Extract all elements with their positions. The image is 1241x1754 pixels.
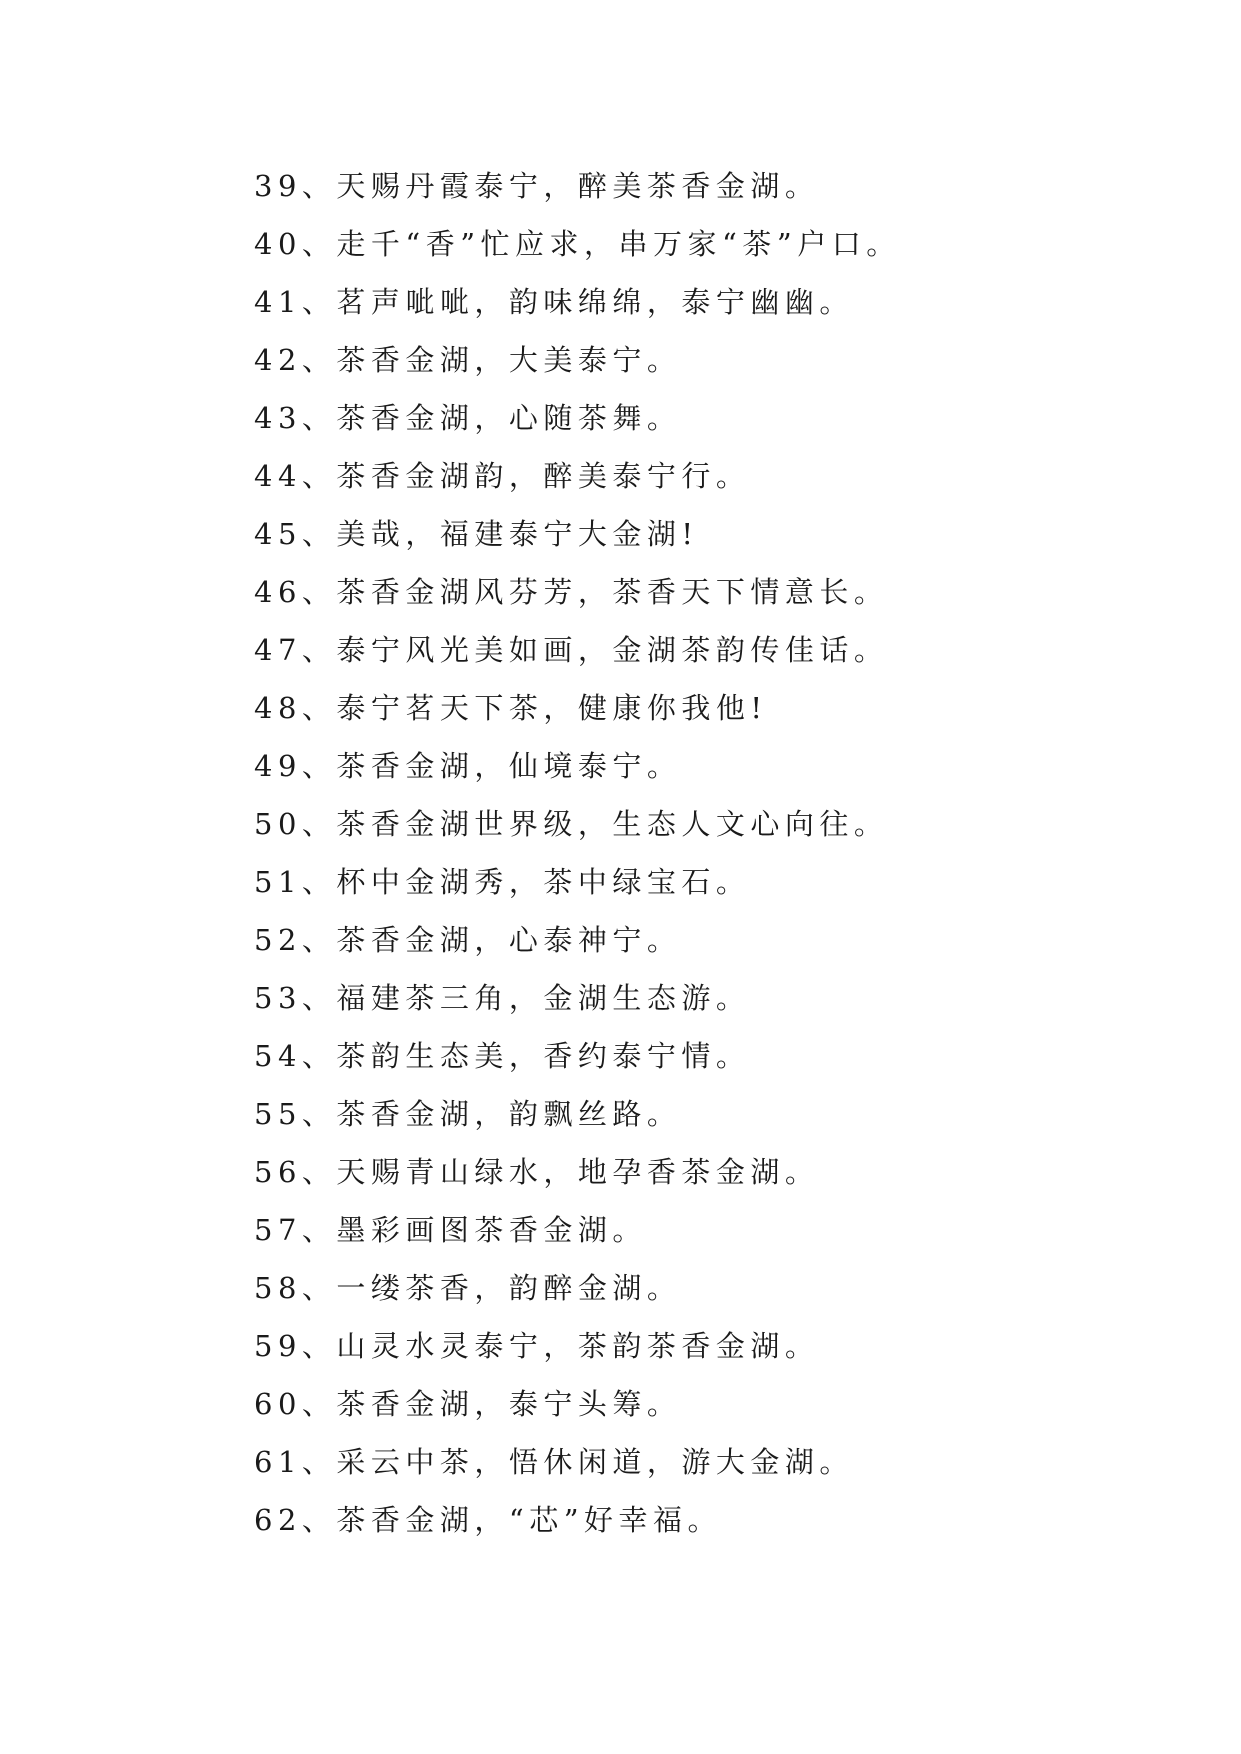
slogan-line-41: 41、茗声呲呲，韵味绵绵，泰宁幽幽。 [254,285,854,319]
slogan-line-43: 43、茶香金湖，心随茶舞。 [254,401,682,435]
slogan-line-49: 49、茶香金湖，仙境泰宁。 [254,749,682,783]
slogan-line-44: 44、茶香金湖韵，醉美泰宁行。 [254,459,751,493]
slogan-line-55: 55、茶香金湖，韵飘丝路。 [254,1097,682,1131]
slogan-line-58: 58、一缕茶香，韵醉金湖。 [254,1271,682,1305]
slogan-line-50: 50、茶香金湖世界级，生态人文心向往。 [254,807,889,841]
slogan-line-40: 40、走千“香”忙应求，串万家“茶”户口。 [254,227,901,261]
slogan-line-57: 57、墨彩画图茶香金湖。 [254,1213,647,1247]
slogan-line-53: 53、福建茶三角，金湖生态游。 [254,981,751,1015]
slogan-line-56: 56、天赐青山绿水，地孕香茶金湖。 [254,1155,820,1189]
slogan-line-59: 59、山灵水灵泰宁，茶韵茶香金湖。 [254,1329,820,1363]
slogan-line-60: 60、茶香金湖，泰宁头筹。 [254,1387,682,1421]
slogan-line-51: 51、杯中金湖秀，茶中绿宝石。 [254,865,751,899]
slogan-line-62: 62、茶香金湖，“芯”好幸福。 [254,1503,723,1537]
slogan-line-54: 54、茶韵生态美，香约泰宁情。 [254,1039,751,1073]
slogan-line-42: 42、茶香金湖，大美泰宁。 [254,343,682,377]
slogan-line-48: 48、泰宁茗天下茶，健康你我他! [254,691,768,725]
slogan-line-45: 45、美哉，福建泰宁大金湖! [254,517,699,551]
slogan-list [254,157,901,1549]
slogan-line-46: 46、茶香金湖风芬芳，茶香天下情意长。 [254,575,889,609]
slogan-line-52: 52、茶香金湖，心泰神宁。 [254,923,682,957]
slogan-line-61: 61、采云中茶，悟休闲道，游大金湖。 [254,1445,854,1479]
slogan-line-47: 47、泰宁风光美如画，金湖茶韵传佳话。 [254,633,889,667]
slogan-line-39: 39、天赐丹霞泰宁，醉美茶香金湖。 [254,169,820,203]
